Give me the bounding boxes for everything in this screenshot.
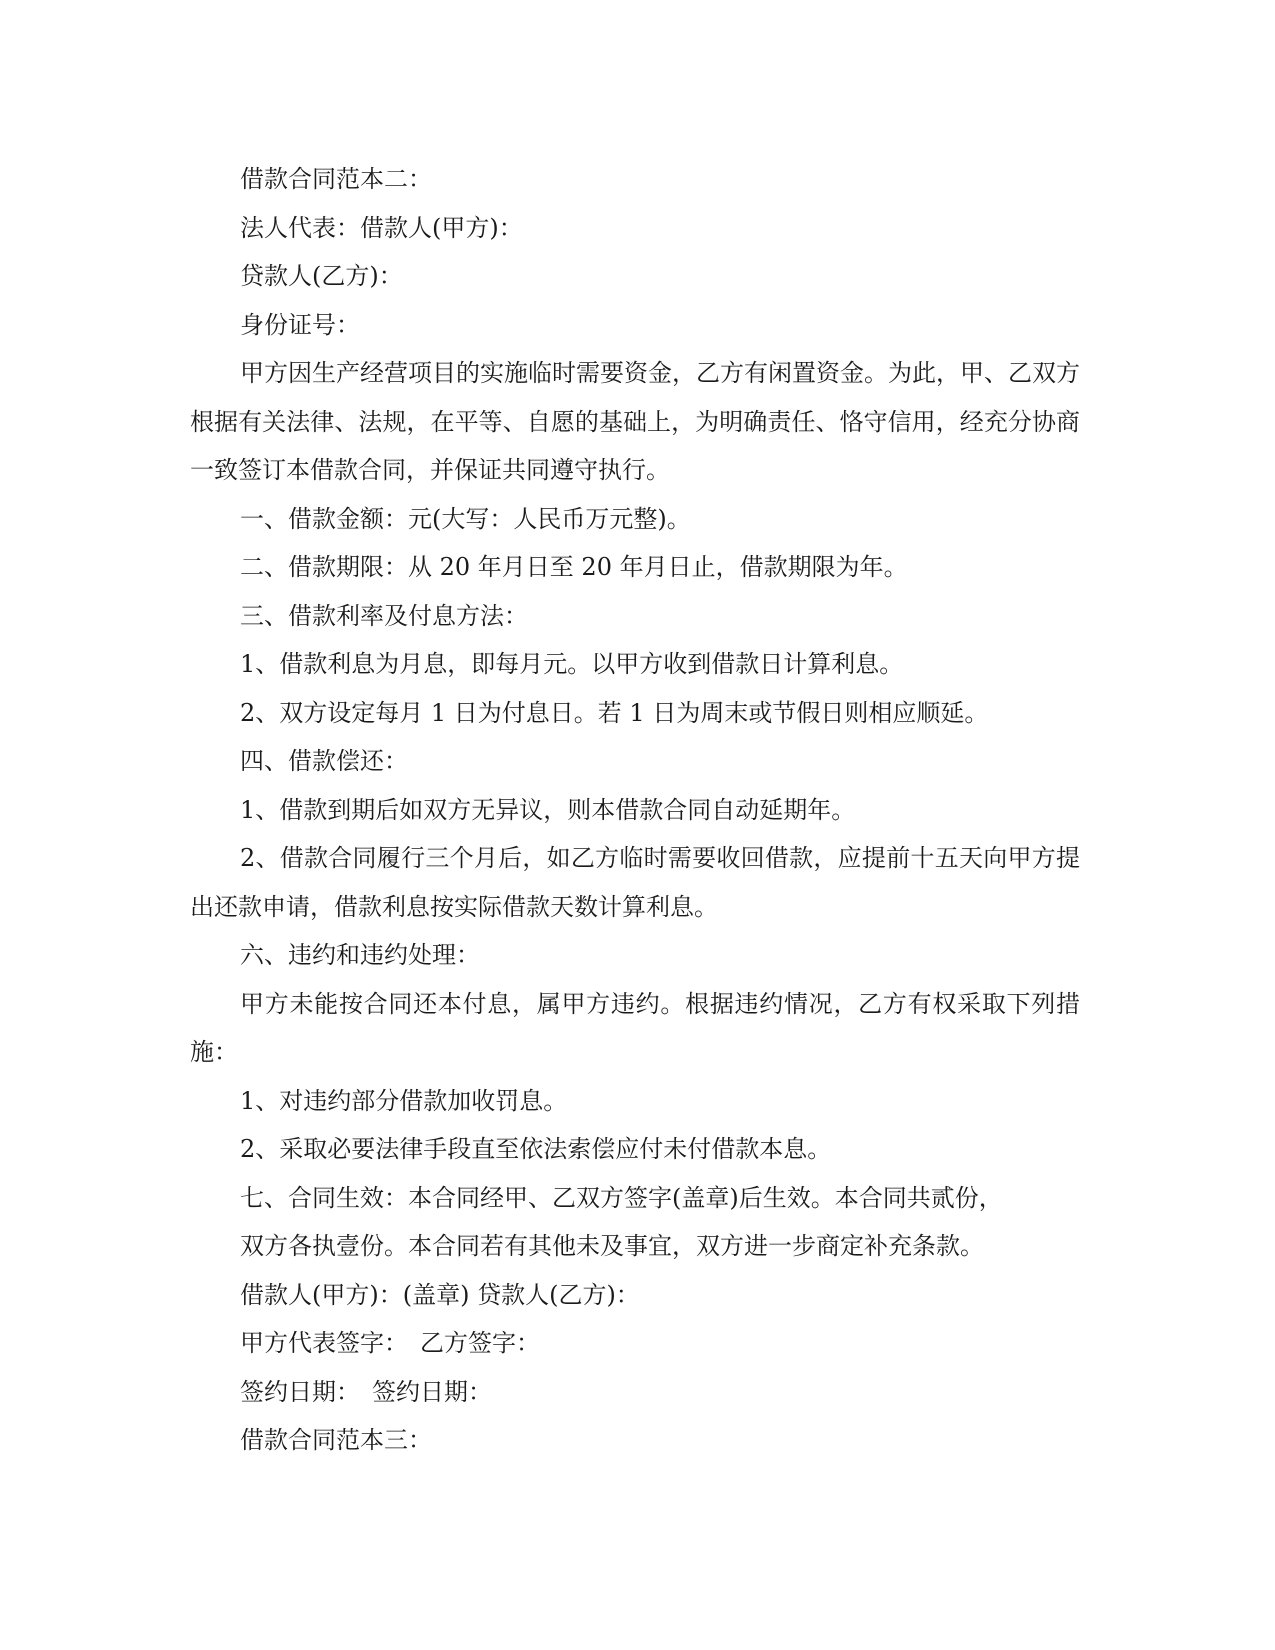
clause-loan-amount: 一、借款金额：元(大写：人民币万元整)。 [240, 504, 691, 533]
document-body [190, 155, 1080, 1465]
clause-interest-item-2: 2、双方设定每月 1 日为付息日。若 1 日为周末或节假日则相应顺延。 [240, 698, 989, 727]
clause-interest-heading: 三、借款利率及付息方法： [240, 601, 528, 630]
signature-parties-line: 借款人(甲方)：(盖章) 贷款人(乙方)： [240, 1280, 640, 1309]
clause-interest-item-1: 1、借款利息为月息，即每月元。以甲方收到借款日计算利息。 [240, 650, 904, 678]
preamble-paragraph: 甲方因生产经营项目的实施临时需要资金，乙方有闲置资金。为此，甲、乙双方根据有关法律、法规，在平等、自愿的基础上，为明确责任、恪守信用，经充分协商一致签订本借款合同，并保证共同遵守执行。 [190, 359, 1080, 484]
clause-breach-item-2: 2、采取必要法律手段直至依法索偿应付未付借款本息。 [240, 1135, 832, 1163]
section-heading: 借款合同范本二： [240, 165, 432, 193]
clause-loan-term: 二、借款期限：从 20 年月日至 20 年月日止，借款期限为年。 [240, 553, 908, 581]
clause-breach-item-1: 1、对违约部分借款加收罚息。 [240, 1086, 568, 1115]
clause-repayment-item-2: 2、借款合同履行三个月后，如乙方临时需要收回借款，应提前十五天向甲方提出还款申请，借款利息按实际借款天数计算利息。 [190, 844, 1080, 921]
clause-breach-heading: 六、违约和违约处理： [240, 941, 480, 969]
clause-effectiveness-line-2: 双方各执壹份。本合同若有其他未及事宜，双方进一步商定补充条款。 [240, 1232, 984, 1260]
id-number-line: 身份证号： [240, 310, 360, 339]
clause-repayment-heading: 四、借款偿还： [240, 747, 408, 775]
next-section-heading: 借款合同范本三： [240, 1426, 432, 1454]
clause-breach-paragraph: 甲方未能按合同还本付息，属甲方违约。根据违约情况，乙方有权采取下列措施： [190, 989, 1080, 1066]
clause-repayment-item-1: 1、借款到期后如双方无异议，则本借款合同自动延期年。 [240, 795, 856, 824]
legal-representative-line: 法人代表：借款人(甲方)： [240, 213, 523, 242]
lender-line: 贷款人(乙方)： [240, 262, 403, 290]
signature-names-line: 甲方代表签字： 乙方签字： [240, 1329, 540, 1357]
clause-effectiveness-line-1: 七、合同生效：本合同经甲、乙双方签字(盖章)后生效。本合同共贰份， [240, 1183, 1003, 1212]
signature-dates-line: 签约日期： 签约日期： [240, 1377, 492, 1406]
